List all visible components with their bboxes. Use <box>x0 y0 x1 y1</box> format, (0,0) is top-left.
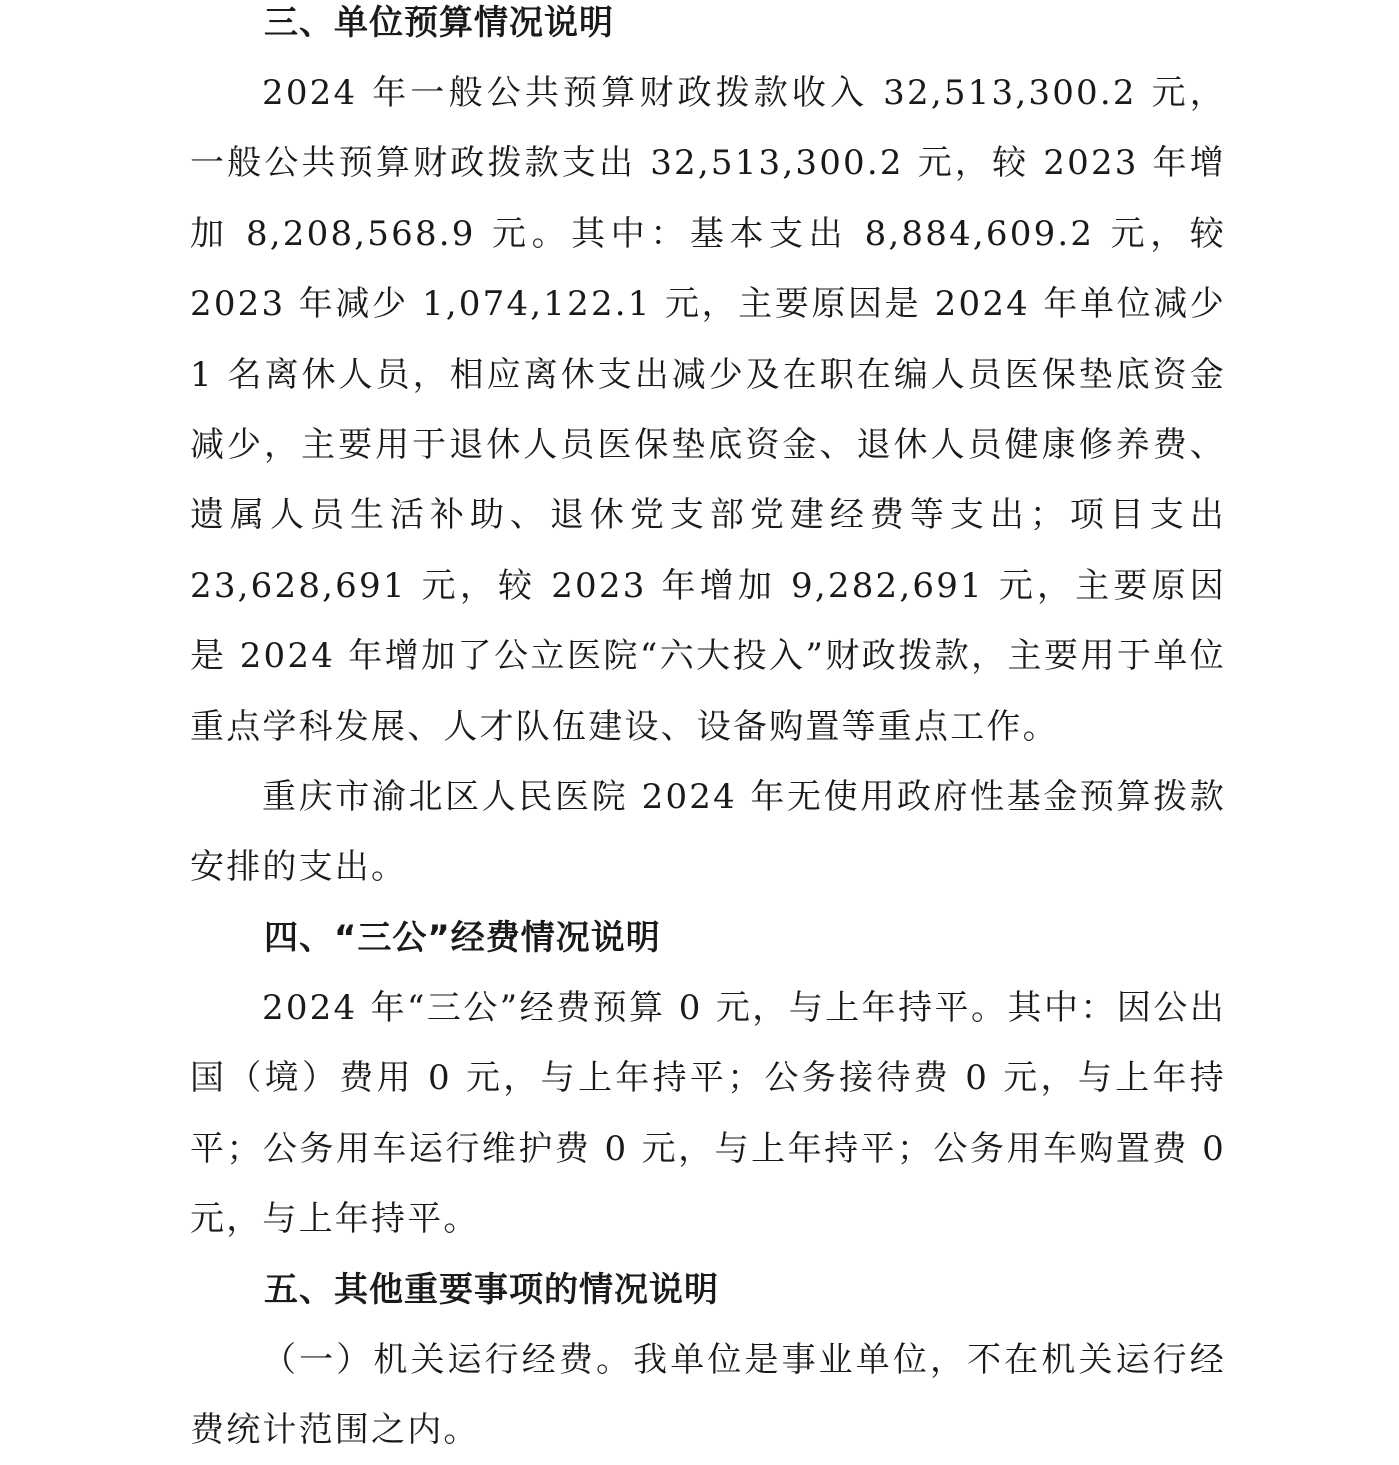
document-page <box>190 0 1226 1465</box>
paragraph-budget-fund: 重庆市渝北区人民医院 2024 年无使用政府性基金预算拨款安排的支出。 <box>190 762 1226 903</box>
section-heading-three-public: 四、“三公”经费情况说明 <box>190 903 1226 973</box>
section-heading-other-matters: 五、其他重要事项的情况说明 <box>190 1255 1226 1325</box>
paragraph-agency-operating-funds: （一）机关运行经费。我单位是事业单位，不在机关运行经费统计范围之内。 <box>190 1325 1226 1465</box>
paragraph-budget-general: 2024 年一般公共预算财政拨款收入 32,513,300.2 元，一般公共预算财政拨款支出 32,513,300.2 元，较 2023 年增加 8,208,568.9 元。其中：基本支出 8,884,609.2 元，较 2023 年减少 1,074,122.1 元，主要原因是 2024 年单位减少 1 名离休人员，相应离休支出减少及在职在编人员医保垫底资金减少，主要用于退休人员医保垫底资金、退休人员健康修养费、遗属人员生活补助、退休党支部党建经费等支出；项目支出 23,628,691 元，较 2023 年增加 9,282,691 元，主要原因是 2024 年增加了公立医院“六大投入”财政拨款，主要用于单位重点学科发展、人才队伍建设、设备购置等重点工作。 <box>190 58 1226 762</box>
section-heading-budget: 三、单位预算情况说明 <box>190 0 1226 58</box>
paragraph-three-public: 2024 年“三公”经费预算 0 元，与上年持平。其中：因公出国（境）费用 0 元，与上年持平；公务接待费 0 元，与上年持平；公务用车运行维护费 0 元，与上年持平；公务用车购置费 0 元，与上年持平。 <box>190 973 1226 1255</box>
